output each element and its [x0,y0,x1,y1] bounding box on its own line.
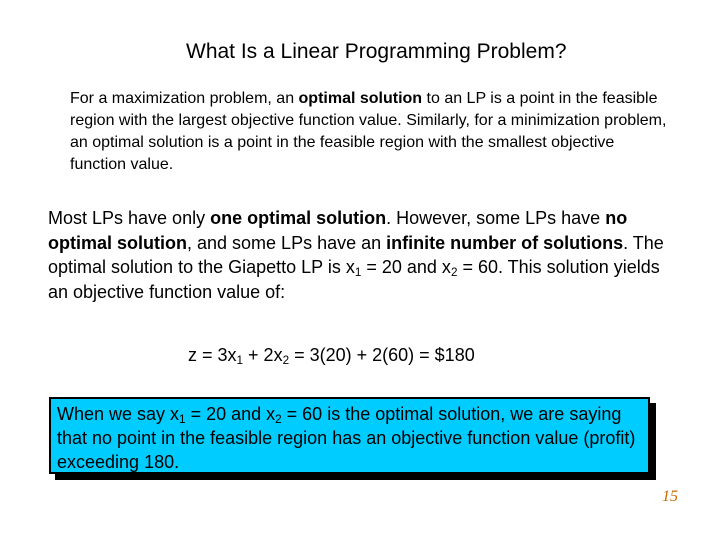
solutions-text-3: , and some LPs have an [187,232,387,253]
subscript-2: 2 [450,265,458,279]
solutions-text-6: = 60. This solution yields an objective function value of: [48,257,660,302]
definition-paragraph [70,88,670,176]
callout-subscript-2: 2 [275,412,282,426]
callout-subscript-1: 1 [179,412,186,426]
callout-text-2: = 20 and x [185,404,276,424]
solutions-text-1: Most LPs have only [48,208,211,228]
one-optimal-solution-term: one optimal solution [210,208,387,228]
equation-text-1: z = 3x [188,345,237,365]
solutions-text-4: . The optimal solution to the Giapetto LP is x [48,232,664,277]
no-optimal-solution-term: no optimal solution [48,208,628,253]
callout-box [49,397,650,474]
equation-subscript-1: 1 [236,353,244,367]
solutions-text-5: = 20 and x [361,257,451,277]
solutions-paragraph [48,206,678,304]
subscript-1: 1 [354,265,362,279]
callout-text-1: When we say x [57,404,180,424]
slide-title: What Is a Linear Programming Problem? [186,40,567,63]
equation-text-2: + 2x [243,345,283,365]
equation-subscript-2: 2 [282,353,290,367]
solutions-text-2: . However, some LPs have [386,208,606,228]
callout-text-3: = 60 is the optimal solution, we are saying that no point in the feasible region has an objective function value (profit) exceeding 180. [57,404,636,472]
page-number: 15 [662,488,678,505]
objective-equation [188,345,475,366]
definition-text-1: For a maximization problem, an [70,90,299,107]
definition-text-2: to an LP is a point in the feasible region with the largest objective function value. Similarly, for a minimization problem, an optimal solution is a point in the feasible region with the smallest objective function value. [70,90,667,173]
optimal-solution-term: optimal solution [298,90,423,107]
equation-text-3: = 3(20) + 2(60) = $180 [289,345,475,365]
infinite-solutions-term: infinite number of solutions [386,232,624,253]
